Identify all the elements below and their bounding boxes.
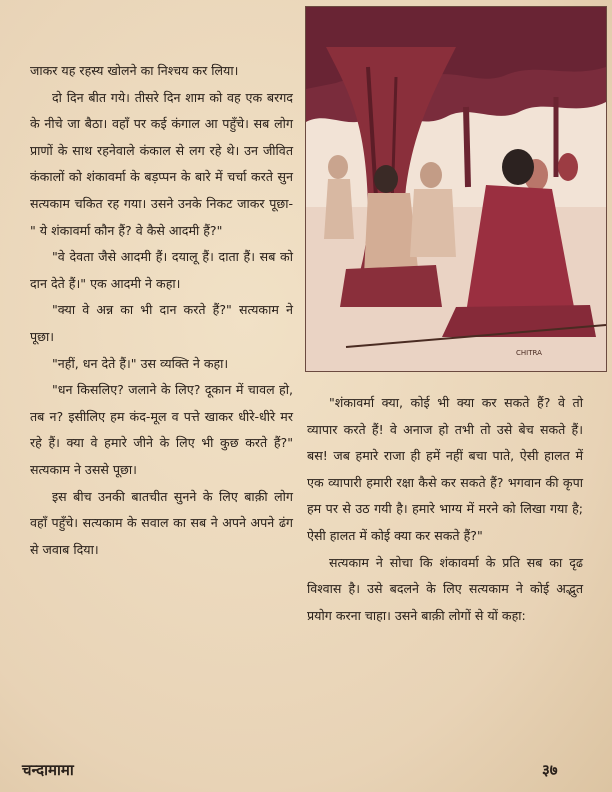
banyan-tree-scene <box>306 7 606 371</box>
paragraph: दो दिन बीत गये। तीसरे दिन शाम को वह एक बरगद के नीचे जा बैठा। वहाँ पर कई कंगाल आ पहुँचे। सब लोग प्राणों के साथ रहनेवाले कंकाल से लग रहे थे। उन जीवित कंकालों को शंकावर्मा के बड़प्पन के बारे में चर्चा करते सुन सत्यकाम चकित रह गया। उसने उनके निकट जाकर पूछा-" ये शंकावर्मा कौन हैं? वे कैसे आदमी हैं?" <box>30 89 293 238</box>
paragraph: "शंकावर्मा क्या, कोई भी क्या कर सकते हैं? वे तो व्यापार करते हैं! वे अनाज हो तभी तो उसे बेच सकते हैं। बस! जब हमारे राजा ही हमें नहीं बचा पाते, ऐसी हालत में एक व्यापारी हमारी रक्षा कैसे कर सकते हैं? भगवान की कृपा हम पर से उठ गयी है। हमारे भाग्य में मरने को लिखा गया है; ऐसी हालत में कोई क्या कर सकते हैं?" <box>307 395 583 543</box>
story-illustration <box>305 6 607 372</box>
paragraph: "धन किसलिए? जलाने के लिए? दूकान में चावल हो, तब न? इसीलिए हम कंद-मूल व पत्ते खाकर धीरे-धीरे मर रहे हैं। क्या वे हमारे जीने के लिए भी कुछ करते हैं?" सत्यकाम ने उससे पूछा। <box>30 382 293 477</box>
paragraph: "नहीं, धन देते हैं।" उस व्यक्ति ने कहा। <box>52 355 229 371</box>
paragraph: "क्या वे अन्न का भी दान करते हैं?" सत्यकाम ने पूछा। <box>30 302 293 344</box>
artist-signature: CHITRA <box>516 349 542 357</box>
paragraph: इस बीच उनकी बातचीत सुनने के लिए बाक़ी लोग वहाँ पहुँचे। सत्यकाम के सवाल का सब ने अपने अपने ढंग से जवाब दिया। <box>30 488 293 557</box>
right-text-column <box>307 390 583 629</box>
paragraph: सत्यकाम ने सोचा कि शंकावर्मा के प्रति सब का दृढ विश्वास है। उसे बदलने के लिए सत्यकाम ने कोई अद्भुत प्रयोग करना चाहा। उसने बाक़ी लोगों से यों कहा: <box>307 554 583 623</box>
page-number: ३७ <box>542 761 558 779</box>
left-text-column <box>30 58 293 563</box>
paragraph: जाकर यह रहस्य खोलने का निश्चय कर लिया। <box>30 63 239 78</box>
magazine-title: चन्दामामा <box>22 761 74 779</box>
paragraph: "वे देवता जैसे आदमी हैं। दयालू हैं। दाता हैं। सब को दान देते हैं।" एक आदमी ने कहा। <box>30 249 293 291</box>
